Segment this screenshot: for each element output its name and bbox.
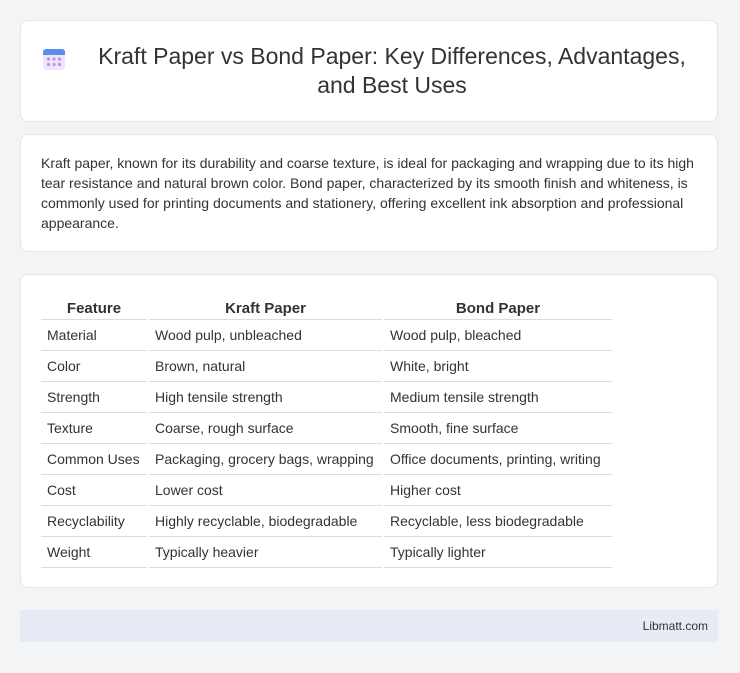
page-title: Kraft Paper vs Bond Paper: Key Differences, Advantages, and Best Uses <box>98 43 686 98</box>
feature-cell: Common Uses <box>41 444 147 475</box>
table-row <box>41 475 612 506</box>
feature-cell: Strength <box>41 382 147 413</box>
kraft-cell: Wood pulp, unbleached <box>149 320 382 351</box>
intro-paragraph: Kraft paper, known for its durability and coarse texture, is ideal for packaging and wrapping due to its high tear resistance and natural brown color. Bond paper, characterized by its smooth finish and whiteness, is commonly used for printing documents and stationery, offering excellent ink absorption and professional appearance. <box>41 155 694 231</box>
calendar-icon <box>41 46 67 72</box>
table-row <box>41 537 612 568</box>
feature-cell: Cost <box>41 475 147 506</box>
kraft-cell: Coarse, rough surface <box>149 413 382 444</box>
header-card <box>20 20 718 122</box>
bond-cell: Higher cost <box>384 475 612 506</box>
feature-cell: Weight <box>41 537 147 568</box>
bond-cell: Medium tensile strength <box>384 382 612 413</box>
feature-cell: Recyclability <box>41 506 147 537</box>
table-row <box>41 413 612 444</box>
comparison-table <box>39 295 614 568</box>
header-inner <box>39 42 699 100</box>
table-row <box>41 444 612 475</box>
bond-cell: Smooth, fine surface <box>384 413 612 444</box>
comparison-card <box>20 274 718 588</box>
feature-cell: Color <box>41 351 147 382</box>
table-row <box>41 506 612 537</box>
table-row <box>41 320 612 351</box>
table-row <box>41 382 612 413</box>
bond-cell: Recyclable, less biodegradable <box>384 506 612 537</box>
table-header-row <box>41 295 612 320</box>
bond-cell: White, bright <box>384 351 612 382</box>
kraft-cell: High tensile strength <box>149 382 382 413</box>
bond-cell: Office documents, printing, writing <box>384 444 612 475</box>
table-row <box>41 351 612 382</box>
kraft-cell: Lower cost <box>149 475 382 506</box>
intro-card <box>20 134 718 252</box>
feature-cell: Material <box>41 320 147 351</box>
bond-cell: Typically lighter <box>384 537 612 568</box>
feature-cell: Texture <box>41 413 147 444</box>
column-header-feature: Feature <box>41 295 147 320</box>
kraft-cell: Brown, natural <box>149 351 382 382</box>
column-header-kraft-paper: Kraft Paper <box>149 295 382 320</box>
footer-brand-link[interactable]: Libmatt.com <box>642 619 708 633</box>
column-header-bond-paper: Bond Paper <box>384 295 612 320</box>
bond-cell: Wood pulp, bleached <box>384 320 612 351</box>
kraft-cell: Packaging, grocery bags, wrapping <box>149 444 382 475</box>
kraft-cell: Highly recyclable, biodegradable <box>149 506 382 537</box>
footer-bar <box>20 610 718 642</box>
kraft-cell: Typically heavier <box>149 537 382 568</box>
